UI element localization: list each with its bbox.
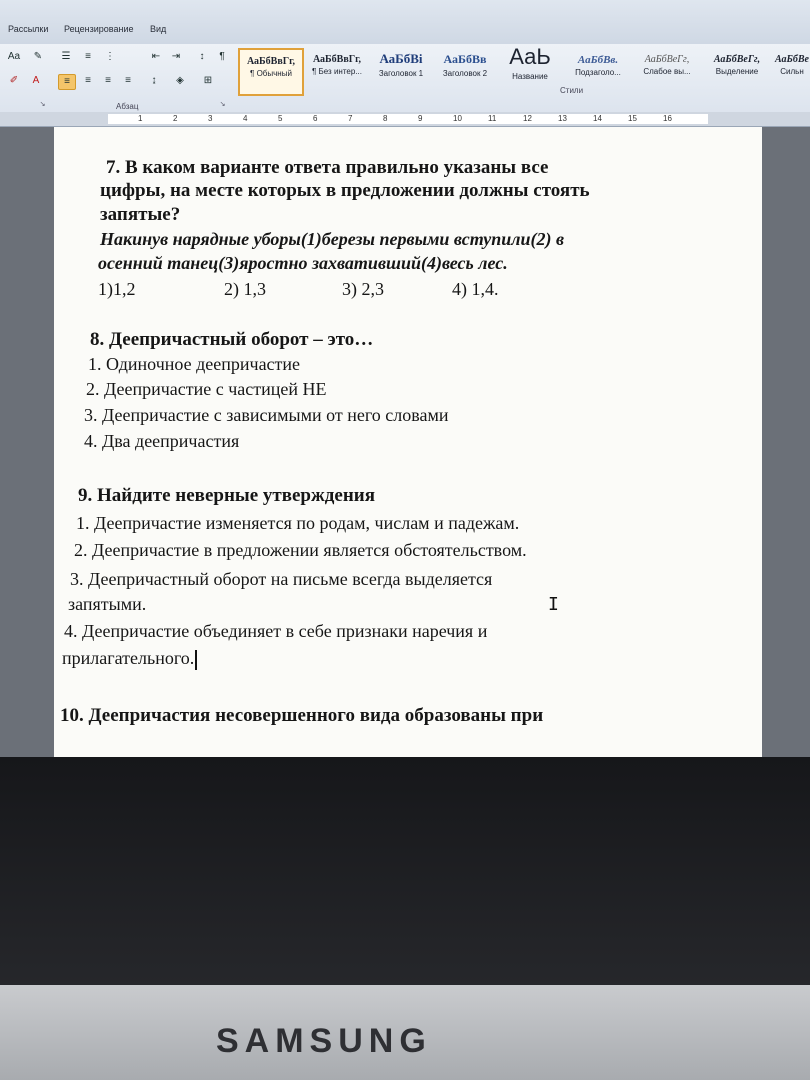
line-spacing-icon[interactable]: ↨	[151, 75, 157, 86]
style-heading-1[interactable]	[370, 48, 432, 92]
justify-icon[interactable]: ≡	[125, 75, 131, 86]
style-preview: АаБбВеГг,	[644, 54, 690, 65]
tab-review[interactable]: Рецензирование	[64, 24, 134, 34]
style-name: Заголовок 2	[442, 69, 488, 78]
highlight-icon[interactable]: ✐	[9, 75, 19, 86]
q7-option: 1)1,2	[98, 279, 136, 299]
numbering-icon[interactable]: ≡	[85, 51, 91, 62]
style-preview: АаБбВв	[443, 52, 487, 66]
q9-title: 9. Найдите неверные утверждения	[78, 485, 375, 506]
monitor-screen-lower	[0, 757, 810, 987]
q8-option: 3. Деепричастие с зависимыми от него словами	[84, 405, 449, 425]
tab-view[interactable]: Вид	[150, 24, 167, 34]
align-right-icon[interactable]: ≡	[105, 75, 111, 86]
align-left-icon[interactable]: ≡	[58, 74, 76, 90]
ruler-number: 16	[663, 114, 672, 123]
borders-icon[interactable]: ⊞	[203, 75, 213, 86]
style-title[interactable]	[498, 44, 562, 92]
style-name: Заголовок 1	[378, 69, 424, 78]
ruler-number: 2	[173, 114, 178, 123]
style-name: Название	[512, 72, 548, 81]
q7-option: 3) 2,3	[342, 279, 384, 299]
style-preview: АаБбВе	[775, 54, 809, 65]
monitor-brand-logo: SAMSUNG	[216, 1022, 432, 1060]
ruler-number: 3	[208, 114, 213, 123]
ruler-number: 12	[523, 114, 532, 123]
q8-option: 2. Деепричастие с частицей НЕ	[86, 379, 327, 399]
bullets-icon[interactable]: ☰	[61, 51, 71, 62]
style-intense-emphasis[interactable]	[774, 48, 810, 92]
decrease-indent-icon[interactable]: ⇤	[151, 51, 161, 62]
q7-title-line2: цифры, на месте которых в предложении должны стоять	[100, 180, 590, 201]
text-caret	[195, 650, 197, 670]
q7-option: 4) 1,4.	[452, 279, 499, 299]
styles-group-label: Стили	[560, 86, 584, 95]
document-area	[0, 127, 810, 757]
multilevel-list-icon[interactable]: ⋮	[105, 51, 115, 62]
ruler-number: 14	[593, 114, 602, 123]
q7-option: 2) 1,3	[224, 279, 266, 299]
ruler-number: 15	[628, 114, 637, 123]
q9-line: 4. Деепричастие объединяет в себе признаки наречия и	[64, 621, 488, 641]
horizontal-ruler[interactable]	[0, 112, 810, 127]
style-name: Подзаголо...	[575, 68, 621, 77]
ribbon-tabs-bar	[0, 0, 810, 45]
document-page[interactable]	[54, 127, 762, 757]
ruler-number: 1	[138, 114, 143, 123]
pilcrow-icon[interactable]: ¶	[219, 51, 225, 62]
ruler-number: 10	[453, 114, 462, 123]
style-no-spacing[interactable]	[306, 48, 368, 92]
shading-icon[interactable]: ◈	[176, 75, 184, 86]
style-subtle-emphasis[interactable]	[634, 48, 700, 92]
q7-title-line3: запятые?	[100, 204, 181, 225]
style-emphasis[interactable]	[704, 48, 770, 92]
font-group-launcher-icon[interactable]: ↘	[39, 101, 46, 108]
ruler-number: 8	[383, 114, 388, 123]
ribbon	[0, 44, 810, 113]
style-name: Слабое вы...	[643, 67, 691, 76]
q7-sentence-line1: Накинув нарядные уборы(1)березы первыми вступили(2) в	[100, 229, 565, 249]
mouse-ibeam-cursor-icon: I	[548, 594, 559, 615]
q9-line: 3. Деепричастный оборот на письме всегда выделяется	[70, 569, 493, 589]
q7-sentence-line2: осенний танец(3)яростно захвативший(4)весь лес.	[98, 253, 508, 273]
style-normal[interactable]	[238, 48, 304, 96]
ruler-scale	[108, 114, 708, 124]
paragraph-group-launcher-icon[interactable]: ↘	[219, 101, 226, 108]
ruler-number: 4	[243, 114, 248, 123]
q9-line: 1. Деепричастие изменяется по родам, числам и падежам.	[76, 513, 520, 533]
style-preview: АаЬ	[509, 44, 551, 69]
q10-title: 10. Деепричастия несовершенного вида образованы при	[60, 705, 544, 726]
style-preview: АаБбВі	[379, 51, 423, 66]
q8-option: 1. Одиночное деепричастие	[88, 354, 301, 374]
styles-gallery	[236, 44, 810, 94]
ruler-number: 13	[558, 114, 567, 123]
change-case-button[interactable]: Aa	[7, 51, 21, 62]
tab-mailings[interactable]: Рассылки	[8, 24, 49, 34]
paragraph-group-label: Абзац	[116, 102, 139, 111]
ruler-number: 6	[313, 114, 318, 123]
style-name: ¶ Обычный	[250, 69, 292, 78]
style-name: ¶ Без интер...	[312, 67, 362, 76]
style-preview: АаБбВвГг,	[246, 56, 296, 67]
q9-line: прилагательного.	[62, 648, 195, 668]
style-preview: АаБбВв.	[577, 54, 619, 66]
clear-format-icon[interactable]: ✎	[33, 51, 43, 62]
increase-indent-icon[interactable]: ⇥	[171, 51, 181, 62]
q9-line: запятыми.	[68, 594, 147, 614]
sort-icon[interactable]: ↕	[199, 51, 205, 62]
style-name: Сильн	[780, 67, 804, 76]
style-preview: АаБбВеГг,	[713, 54, 761, 65]
ruler-number: 7	[348, 114, 353, 123]
style-name: Выделение	[715, 67, 759, 76]
q7-title-line1: 7. В каком варианте ответа правильно указаны все	[106, 157, 549, 178]
q9-line: 2. Деепричастие в предложении является обстоятельством.	[74, 540, 527, 560]
style-heading-2[interactable]	[434, 48, 496, 92]
font-color-icon[interactable]: A	[32, 75, 40, 86]
q8-title: 8. Деепричастный оборот – это…	[90, 329, 374, 350]
ruler-number: 9	[418, 114, 423, 123]
ruler-number: 11	[488, 114, 497, 123]
ruler-number: 5	[278, 114, 283, 123]
align-center-icon[interactable]: ≡	[85, 75, 91, 86]
style-preview: АаБбВвГг,	[312, 54, 362, 65]
q8-option: 4. Два деепричастия	[84, 431, 240, 451]
q9-line-last	[62, 648, 197, 670]
